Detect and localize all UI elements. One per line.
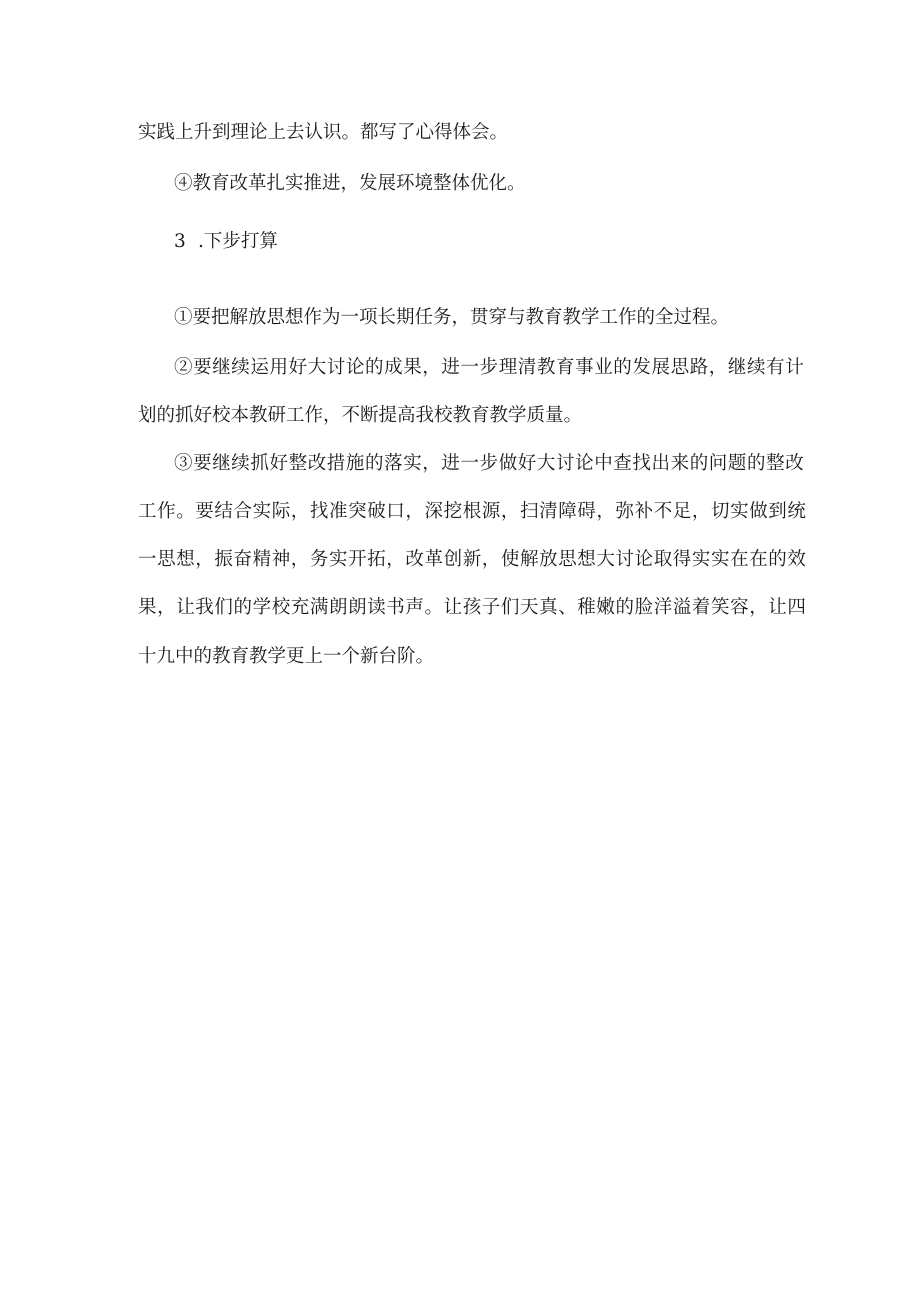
section-heading-number: 3: [174, 231, 186, 252]
paragraph-line: ③要继续抓好整改措施的落实，进一步做好大讨论中查找出来的问题的整改: [174, 453, 805, 474]
paragraph-line: 工作。要结合实际，找准突破口，深挖根源，扫清障碍，弥补不足，切实做到统: [138, 501, 807, 522]
section-heading: [174, 230, 278, 254]
paragraph-line: ④教育改革扎实推进，发展环境整体优化。: [174, 173, 526, 194]
paragraph-line: 划的抓好校本教研工作，不断提高我校教育教学质量。: [138, 405, 583, 426]
paragraph-line: 一思想，振奋精神，务实开拓，改革创新，使解放思想大讨论取得实实在在的效: [138, 549, 807, 570]
paragraph-line: ①要把解放思想作为一项长期任务，贯穿与教育教学工作的全过程。: [174, 307, 730, 328]
paragraph-line: ②要继续运用好大讨论的成果，进一步理清教育事业的发展思路，继续有计: [174, 357, 805, 378]
paragraph-line: 实践上升到理论上去认识。都写了心得体会。: [138, 122, 509, 143]
paragraph-line: 十九中的教育教学更上一个新台阶。: [138, 646, 435, 667]
section-heading-title: .下步打算: [198, 231, 278, 252]
paragraph-line: 果，让我们的学校充满朗朗读书声。让孩子们天真、稚嫩的脸洋溢着笑容，让四: [138, 597, 807, 618]
